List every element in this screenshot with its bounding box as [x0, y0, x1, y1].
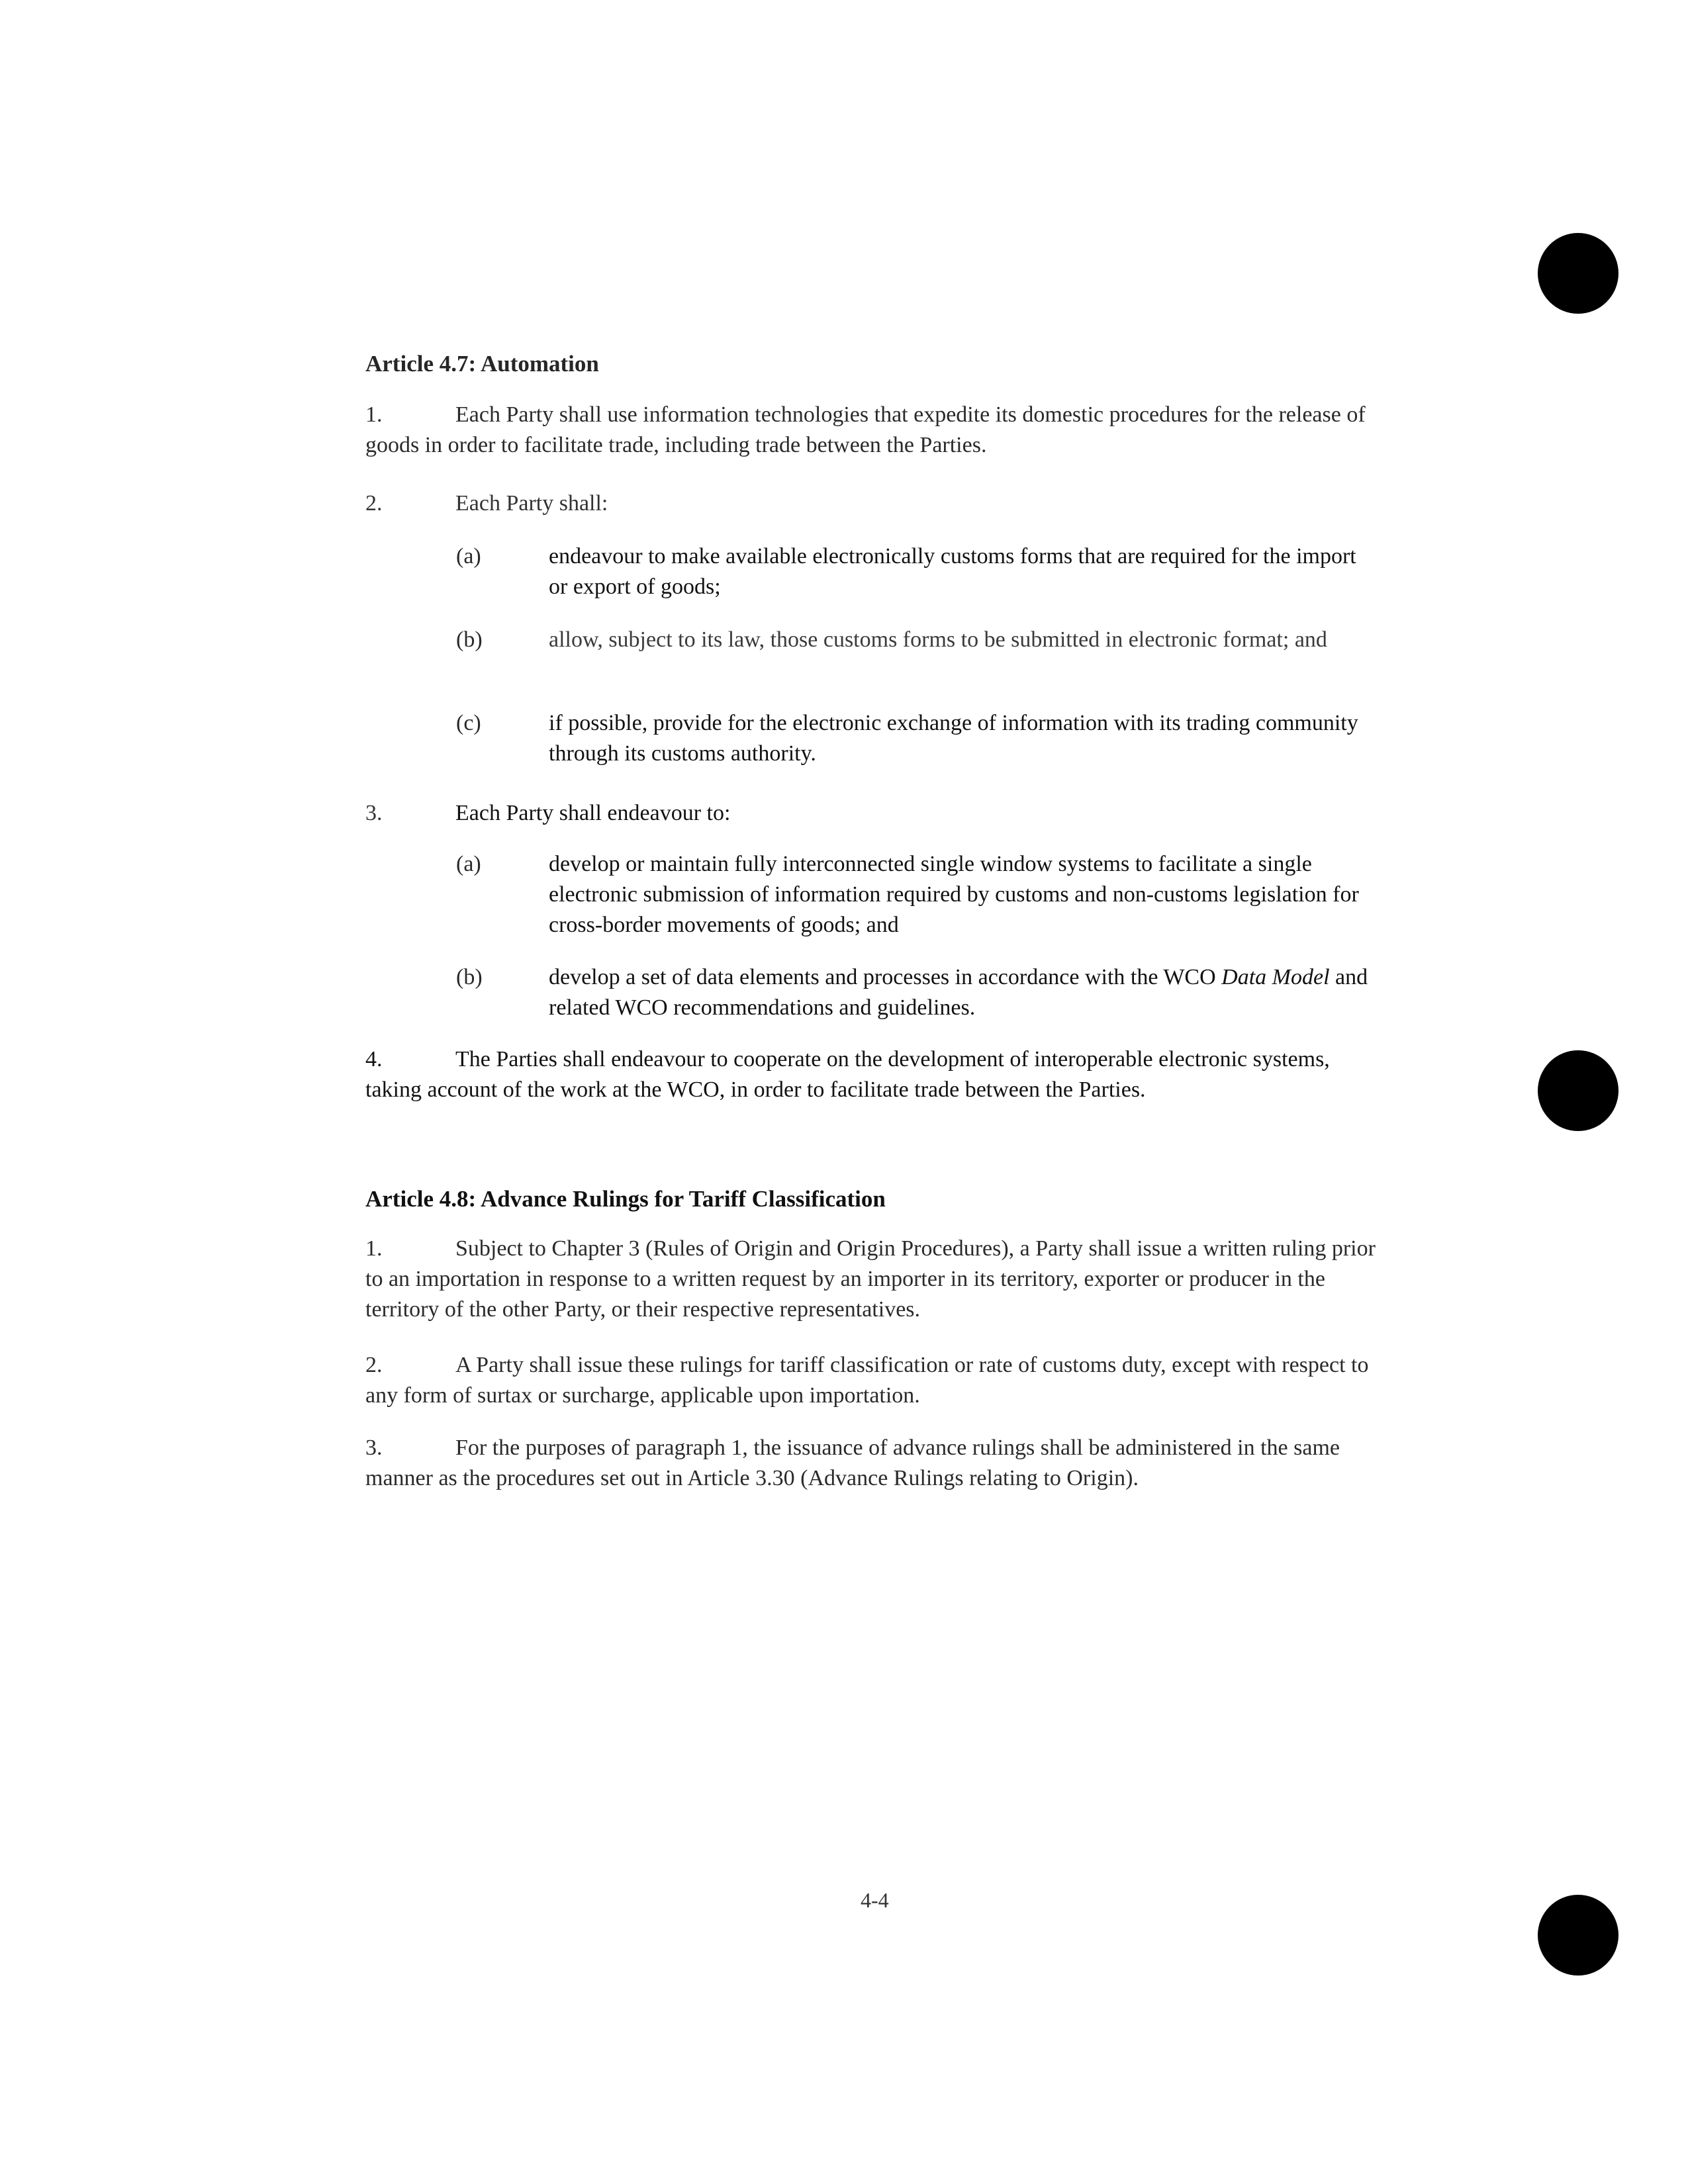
- article-4-8-heading: Article 4.8: Advance Rulings for Tariff Classification: [365, 1186, 886, 1212]
- binder-hole-bottom: [1538, 1895, 1618, 1976]
- paragraph-intro: Each Party shall endeavour to:: [455, 801, 731, 825]
- binder-hole-top: [1538, 233, 1618, 314]
- article-4-7-paragraph-4: [365, 1044, 1378, 1105]
- article-4-7-paragraph-1: [365, 400, 1378, 461]
- paragraph-number: 2.: [365, 491, 383, 516]
- item-text: [549, 962, 1378, 1023]
- page-number: 4-4: [861, 1888, 889, 1912]
- article-4-7-item-2b: [456, 625, 1378, 655]
- paragraph-text: The Parties shall endeavour to cooperate on the development of interoperable electronic systems, taking account of the work at the WCO, in order to facilitate trade between the Parties.: [365, 1047, 1330, 1102]
- binder-hole-middle: [1538, 1050, 1618, 1131]
- paragraph-text: A Party shall issue these rulings for tariff classification or rate of customs duty, except with respect to any form of surtax or surcharge, applicable upon importation.: [365, 1353, 1369, 1408]
- paragraph-number: 2.: [365, 1353, 383, 1377]
- item-text: if possible, provide for the electronic exchange of information with its trading community through its customs authority.: [549, 711, 1358, 766]
- paragraph-text: Subject to Chapter 3 (Rules of Origin and Origin Procedures), a Party shall issue a written ruling prior to an importation in response to a written request by an importer in its territory, exporter or producer in the territory of the other Party, or their respective representatives.: [365, 1236, 1376, 1322]
- paragraph-number: 4.: [365, 1047, 383, 1071]
- paragraph-text: Each Party shall use information technologies that expedite its domestic procedures for the release of goods in order to facilitate trade, including trade between the Parties.: [365, 402, 1366, 457]
- item-label: (b): [456, 965, 483, 989]
- article-4-8-paragraph-1: [365, 1234, 1378, 1325]
- article-4-7-item-2c: [456, 708, 1378, 769]
- article-4-7-item-3b: [456, 962, 1378, 1023]
- paragraph-number: 1.: [365, 1236, 383, 1261]
- item-text: allow, subject to its law, those customs forms to be submitted in electronic format; and: [549, 627, 1327, 652]
- article-4-8-paragraph-2: [365, 1350, 1378, 1411]
- paragraph-text: For the purposes of paragraph 1, the issuance of advance rulings shall be administered in the same manner as the procedures set out in Article 3.30 (Advance Rulings relating to Origin).: [365, 1435, 1340, 1490]
- item-label: (a): [456, 852, 481, 876]
- item-text-end: and related WCO recommendations and guidelines.: [549, 965, 1368, 1020]
- article-4-7-heading: Article 4.7: Automation: [365, 351, 599, 377]
- paragraph-number: 3.: [365, 1435, 383, 1460]
- item-text-start: develop a set of data elements and processes in accordance with the WCO: [549, 965, 1222, 989]
- article-4-7-item-3a: [456, 849, 1378, 940]
- item-label: (a): [456, 544, 481, 569]
- paragraph-intro: Each Party shall:: [455, 491, 608, 516]
- article-4-7-item-2a: [456, 541, 1378, 602]
- item-text: endeavour to make available electronically customs forms that are required for the import or export of goods;: [549, 544, 1356, 599]
- article-4-7-paragraph-2: [365, 488, 608, 519]
- item-text: develop or maintain fully interconnected single window systems to facilitate a single electronic submission of information required by customs and non-customs legislation for cross-border movements of goods; and: [549, 852, 1359, 937]
- article-4-8-paragraph-3: [365, 1433, 1378, 1494]
- item-label: (b): [456, 627, 483, 652]
- paragraph-number: 3.: [365, 801, 383, 825]
- item-label: (c): [456, 711, 481, 735]
- item-text-italic: Data Model: [1221, 965, 1330, 989]
- article-4-7-paragraph-3: [365, 798, 730, 829]
- paragraph-number: 1.: [365, 402, 383, 427]
